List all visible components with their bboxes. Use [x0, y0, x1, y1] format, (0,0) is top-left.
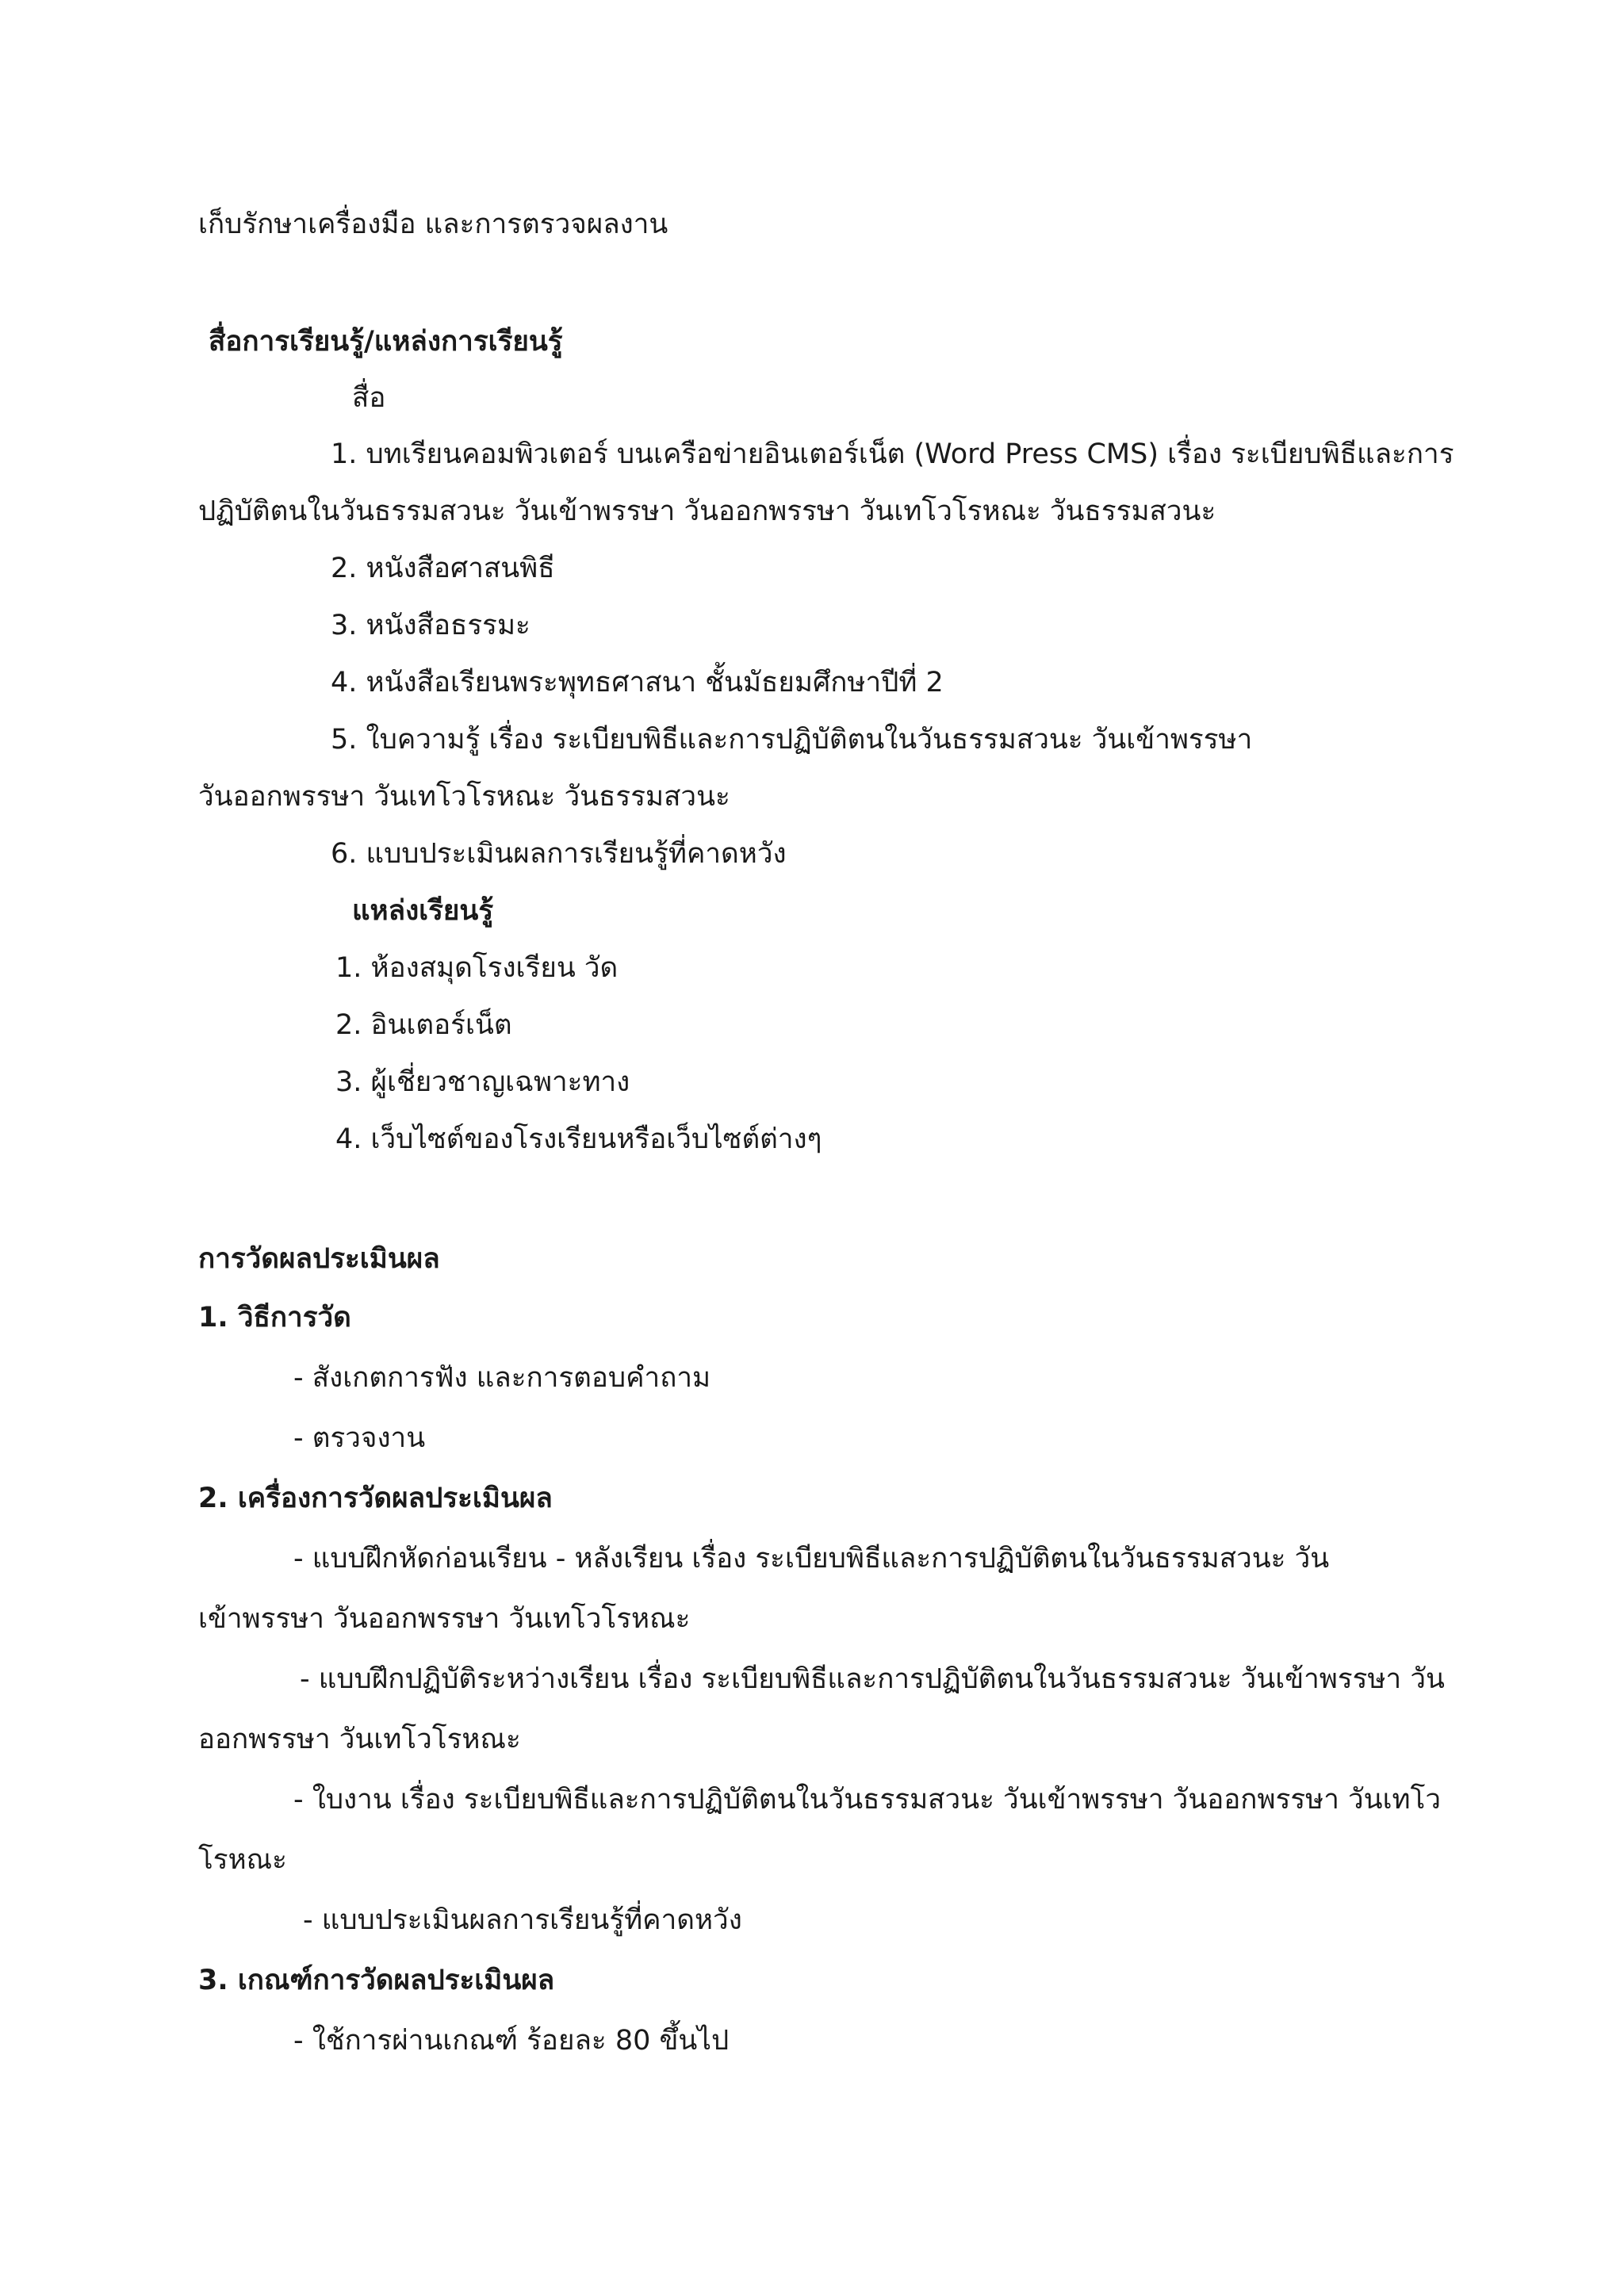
source-item-4: 4. เว็บไซต์ของโรงเรียนหรือเว็บไซต์ต่างๆ	[335, 1123, 822, 1155]
tool-item-1-line1: - แบบฝึกหัดก่อนเรียน - หลังเรียน เรื่อง ระเบียบพิธีและการปฏิบัติตนในวันธรรมสวนะ วัน	[293, 1543, 1330, 1575]
tool-item-4: - แบบประเมินผลการเรียนรู้ที่คาดหวัง	[303, 1904, 742, 1936]
intro-continuation: เก็บรักษาเครื่องมือ และการตรวจผลงาน	[198, 209, 668, 240]
sources-label: แหล่งเรียนรู้	[352, 895, 494, 927]
tool-item-2-line1: - แบบฝึกปฏิบัติระหว่างเรียน เรื่อง ระเบียบพิธีและการปฏิบัติตนในวันธรรมสวนะ วันเข้าพรรษา วัน	[300, 1663, 1445, 1695]
media-item-1-line2: ปฏิบัติตนในวันธรรมสวนะ วันเข้าพรรษา วันออกพรรษา วันเทโวโรหณะ วันธรรมสวนะ	[198, 496, 1216, 527]
source-item-1: 1. ห้องสมุดโรงเรียน วัด	[335, 952, 619, 984]
methods-heading: 1. วิธีการวัด	[198, 1302, 351, 1334]
media-item-4: 4. หนังสือเรียนพระพุทธศาสนา ชั้นมัธยมศึกษาปีที่ 2	[331, 667, 944, 698]
tool-item-3-line2: โรหณะ	[198, 1844, 287, 1876]
media-item-5-line2: วันออกพรรษา วันเทโวโรหณะ วันธรรมสวนะ	[198, 781, 730, 813]
source-item-2: 2. อินเตอร์เน็ต	[335, 1009, 512, 1041]
method-item-1: - สังเกตการฟัง และการตอบคำถาม	[293, 1362, 711, 1394]
criteria-item-1: - ใช้การผ่านเกณฑ์ ร้อยละ 80 ขึ้นไป	[293, 2025, 730, 2057]
tools-heading: 2. เครื่องการวัดผลประเมินผล	[198, 1483, 553, 1514]
tool-item-3-line1: - ใบงาน เรื่อง ระเบียบพิธีและการปฏิบัติตนในวันธรรมสวนะ วันเข้าพรรษา วันออกพรรษา วันเทโว	[293, 1784, 1442, 1816]
method-item-2: - ตรวจงาน	[293, 1422, 426, 1454]
evaluation-heading: การวัดผลประเมินผล	[198, 1243, 440, 1275]
media-item-2: 2. หนังสือศาสนพิธี	[331, 553, 555, 584]
tool-item-2-line2: ออกพรรษา วันเทโวโรหณะ	[198, 1724, 521, 1755]
media-item-5-line1: 5. ใบความรู้ เรื่อง ระเบียบพิธีและการปฏิบัติตนในวันธรรมสวนะ วันเข้าพรรษา	[331, 724, 1253, 756]
media-item-1-line1: 1. บทเรียนคอมพิวเตอร์ บนเครือข่ายอินเตอร์เน็ต (Word Press CMS) เรื่อง ระเบียบพิธีและการ	[331, 438, 1454, 470]
media-item-3: 3. หนังสือธรรมะ	[331, 610, 530, 641]
media-section-heading: สื่อการเรียนรู้/แหล่งการเรียนรู้	[209, 326, 563, 358]
source-item-3: 3. ผู้เชี่ยวชาญเฉพาะทาง	[335, 1066, 630, 1098]
media-item-6: 6. แบบประเมินผลการเรียนรู้ที่คาดหวัง	[331, 838, 787, 870]
tool-item-1-line2: เข้าพรรษา วันออกพรรษา วันเทโวโรหณะ	[198, 1603, 691, 1635]
criteria-heading: 3. เกณฑ์การวัดผลประเมินผล	[198, 1965, 555, 1996]
media-label: สื่อ	[352, 382, 386, 414]
